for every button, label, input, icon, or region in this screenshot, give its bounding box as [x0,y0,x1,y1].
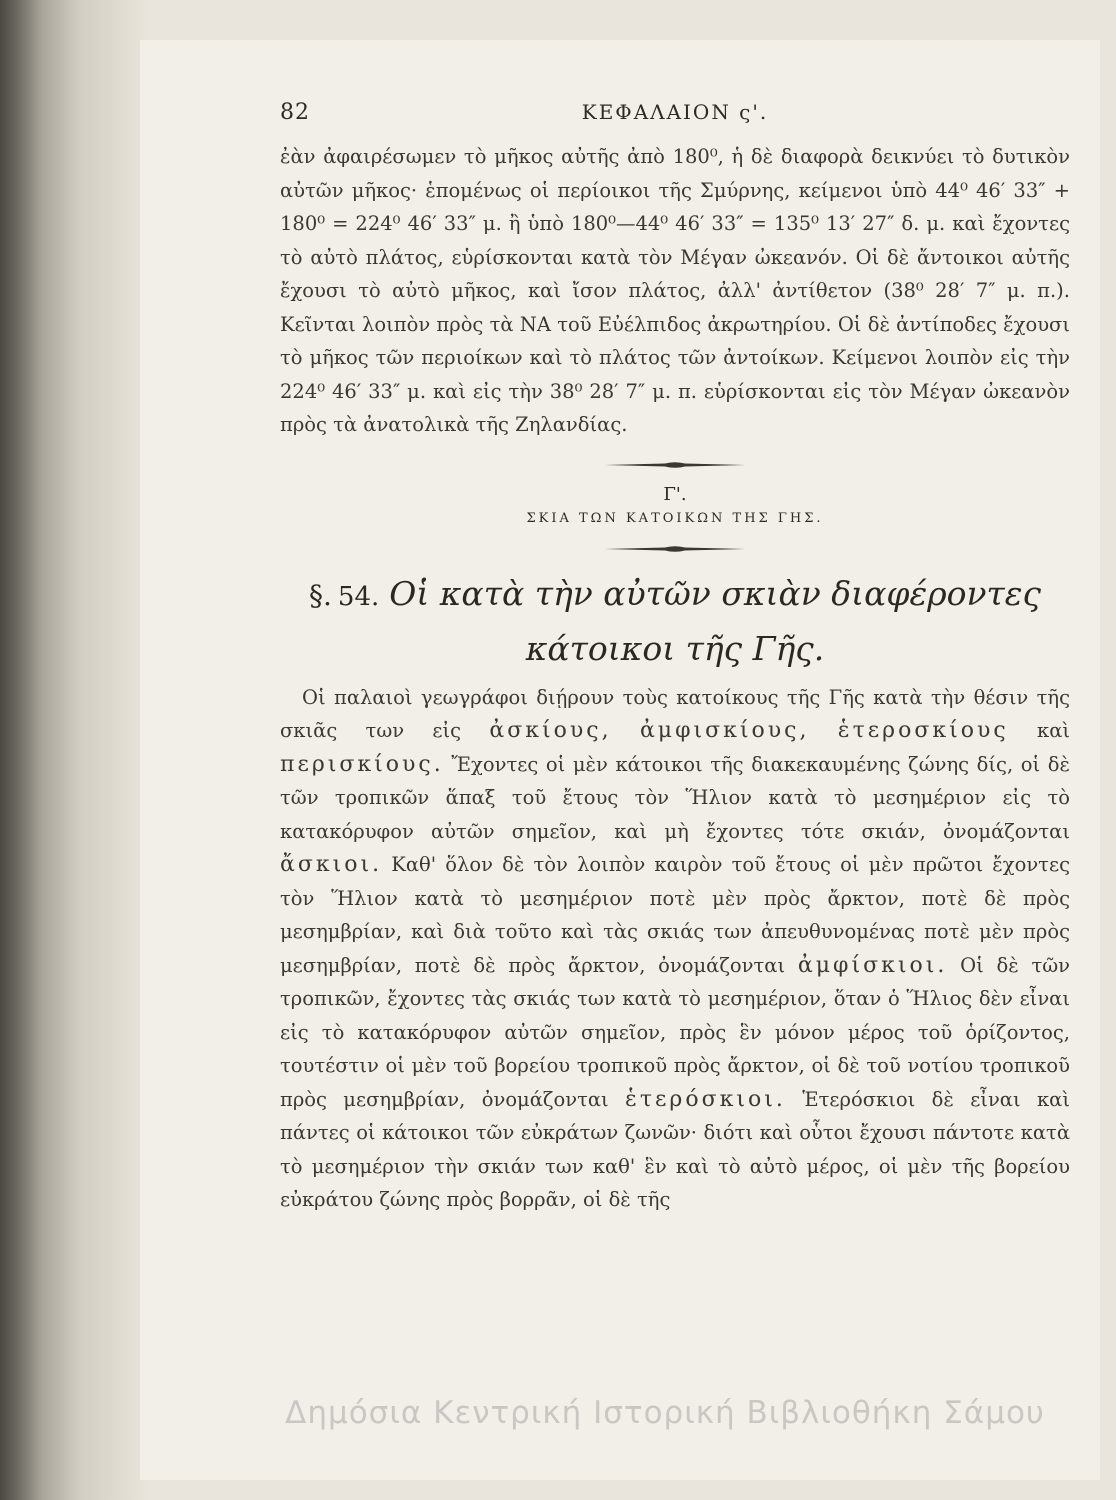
section-title: ΣΚΙΑ ΤΩΝ ΚΑΤΟΙΚΩΝ ΤΗΣ ΓΗΣ. [526,510,824,526]
term-periskious: περισκίους. [280,751,444,777]
term-amfiskious: ἀμφισκίους, [639,718,810,743]
body-text-b: Ἔχοντες οἱ μὲν κάτοικοι τῆς διακεκαυμένης ζώνης δίς, οἱ δὲ τῶν τροπικῶν ἅπαξ τοῦ ἔτους τὸν Ἥλιον κατὰ τὸ μεσημέριον εἰς τὸ κατακόρυφον αὐτῶν σημεῖον, καὶ μὴ ἔχοντες τότε σκιάν, ὀνομάζονται [280,752,1070,843]
term-askious: ἀσκίους, [489,718,612,743]
body-text-c: Καθ' ὅλον δὲ τὸν λοιπὸν καιρὸν τοῦ ἔτους οἱ μὲν πρῶτοι ἔχοντες τὸν Ἥλιον κατὰ τὸ μεσημέριον ποτὲ μὲν πρὸς ἄρκτον, ποτὲ δὲ πρὸς μεσημβρίαν, καὶ διὰ τοῦτο καὶ τὰς σκιάς των ἀπευθυνομένας ποτὲ μὲν πρὸς μεσημβρίαν, ποτὲ δὲ πρὸς ἄρκτον, ὀνομάζονται [280,853,1070,977]
paragraph-mark: §. [309,578,332,612]
term-eteroskious: ἑτεροσκίους [837,718,1009,743]
library-watermark: Δημόσια Κεντρική Ιστορική Βιβλιοθήκη Σάμου [285,1395,1045,1431]
body-text-d: Οἱ δὲ τῶν τροπικῶν, ἔχοντες τὰς σκιάς των κατὰ τὸ μεσημέριον, ὅταν ὁ Ἥλιος δὲν εἶναι εἰς τὸ κατακόρυφον αὐτῶν σημεῖον, πρὸς ἓν μόνον μέρος τοῦ ὁρίζοντος, τουτέστιν οἱ μὲν τοῦ βορείου τροπικοῦ πρὸς ἄρκτον, οἱ δὲ τοῦ νοτίου τροπικοῦ πρὸς μεσημβρίαν, ὀνομάζονται [280,953,1071,1111]
section-title-ornament [605,544,745,554]
book-binding-shadow [0,0,150,1500]
chapter-title-line2: κάτοικοι τῆς Γῆς. [525,628,825,668]
body-text-e: Ἑτερόσκιοι δὲ εἶναι καὶ πάντες οἱ κάτοικοι τῶν εὐκράτων ζωνῶν· διότι καὶ οὗτοι ἔχουσι πάντοτε κατὰ τὸ μεσημέριον τὴν σκιάν των καθ' ἓν καὶ τὸ αὐτὸ μέρος, οἱ μὲν τῆς βορείου εὐκράτου ζώνης πρὸς βορρᾶν, οἱ δὲ τῆς [280,1087,1070,1211]
term-amfiskioi: ἀμφίσκιοι. [797,952,948,978]
chapter-number: 54. [337,581,380,612]
chapter-heading [280,568,1070,675]
running-head: ΚΕΦΑΛΑΙΟΝ ς'. [581,100,769,124]
chapter-title-line1: Οἱ κατὰ τὴν αὐτῶν σκιὰν διαφέροντες [389,573,1041,613]
page-content [280,100,1070,1217]
body-text-kai: καὶ [1037,719,1071,742]
body-paragraph [280,681,1070,1217]
term-askioi: ἄσκιοι. [280,852,383,877]
body-text-a: Οἱ παλαιοὶ γεωγράφοι διῄρουν τοὺς κατοίκους τῆς Γῆς κατὰ τὴν θέσιν τῆς σκιᾶς των εἰς [280,685,1070,742]
book-page [140,40,1100,1480]
section-letter: Γ'. [663,483,687,505]
page-header [280,100,1070,140]
section-divider-ornament [605,460,745,470]
page-number: 82 [280,100,310,125]
term-eteroskioi: ἑτερόσκιοι. [625,1086,786,1112]
top-paragraph: ἐὰν ἀφαιρέσωμεν τὸ μῆκος αὐτῆς ἀπὸ 180⁰, ἡ δὲ διαφορὰ δεικνύει τὸ δυτικὸν αὐτῶν μῆκος· ἑπομένως οἱ περίοικοι τῆς Σμύρνης, κείμενοι ὑπὸ 44⁰ 46′ 33″ + 180⁰ = 224⁰ 46′ 33″ μ. ἢ ὑπὸ 180⁰—44⁰ 46′ 33″ = 135⁰ 13′ 27″ δ. μ. καὶ ἔχοντες τὸ αὐτὸ πλάτος, εὑρίσκονται κατὰ τὸν Μέγαν ὠκεανόν. Οἱ δὲ ἄντοικοι αὐτῆς ἔχουσι τὸ αὐτὸ μῆκος, καὶ ἴσον πλάτος, ἀλλ' ἀντίθετον (38⁰ 28′ 7″ μ. π.). Κεῖνται λοιπὸν πρὸς τὰ ΝΑ τοῦ Εὐέλπιδος ἀκρωτηρίου. Οἱ δὲ ἀντίποδες ἔχουσι τὸ μῆκος τῶν περιοίκων καὶ τὸ πλάτος τῶν ἀντοίκων. Κείμενοι λοιπὸν εἰς τὴν 224⁰ 46′ 33″ μ. καὶ εἰς τὴν 38⁰ 28′ 7″ μ. π. εὑρίσκονται εἰς τὸν Μέγαν ὠκεανὸν πρὸς τὰ ἀνατολικὰ τῆς Ζηλανδίας. [280,145,1070,436]
